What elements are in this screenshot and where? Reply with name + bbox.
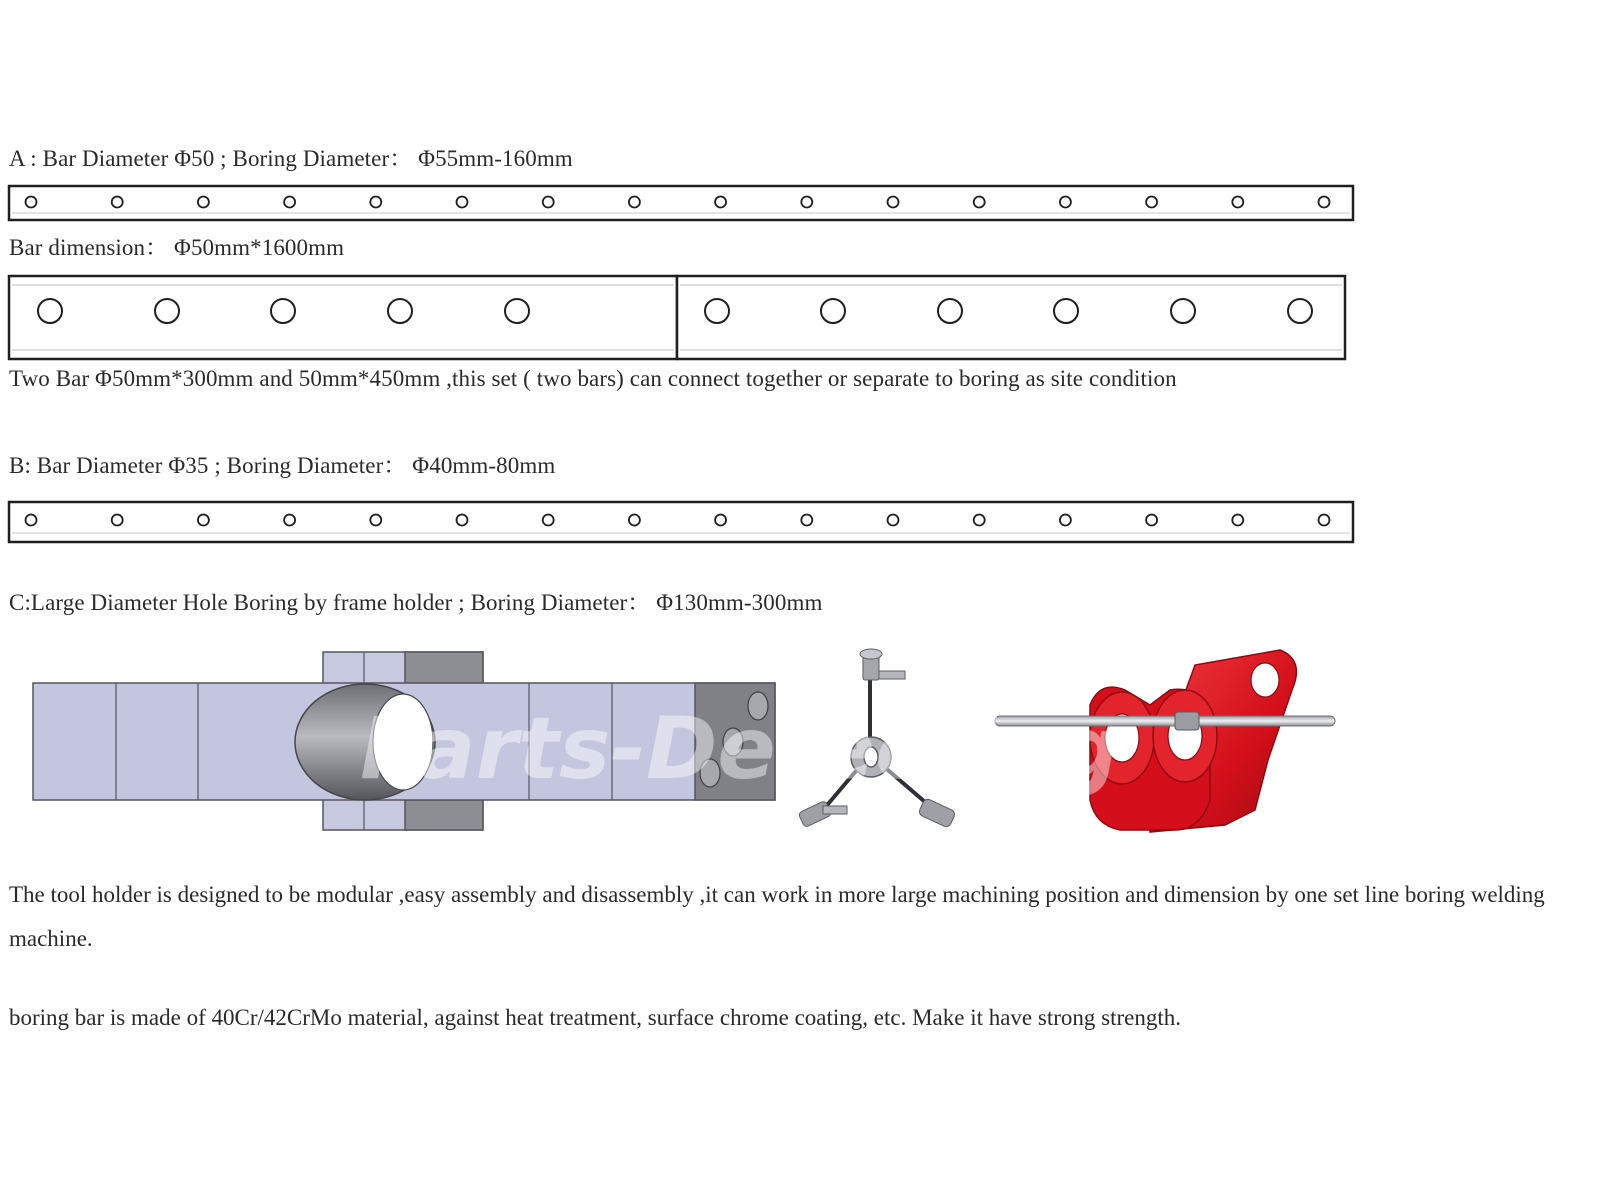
two-bar-drawing: [9, 276, 1345, 359]
bar-hole: [1288, 299, 1312, 323]
bar-hole: [112, 515, 123, 526]
bar-a-drawing: [9, 186, 1353, 220]
bar-hole: [457, 515, 468, 526]
section-b-heading: B: Bar Diameter Φ35 ; Boring Diameter： Φ40mm-80mm: [9, 453, 556, 478]
bar-hole: [112, 197, 123, 208]
section-a-heading: A : Bar Diameter Φ50 ; Boring Diameter： Φ55mm-160mm: [9, 146, 573, 171]
bar-hole: [543, 515, 554, 526]
bar-hole: [801, 197, 812, 208]
bar-hole: [974, 197, 985, 208]
bar-hole: [1060, 197, 1071, 208]
section-c-heading: C:Large Diameter Hole Boring by frame holder ; Boring Diameter： Φ130mm-300mm: [9, 590, 823, 615]
bar-hole: [26, 197, 37, 208]
bar-hole: [821, 299, 845, 323]
bar-hole: [198, 197, 209, 208]
bar-hole: [629, 515, 640, 526]
bar-hole: [457, 197, 468, 208]
bar-hole: [271, 299, 295, 323]
bar-hole: [1319, 515, 1330, 526]
bar-hole: [284, 515, 295, 526]
material-note: boring bar is made of 40Cr/42CrMo material, against heat treatment, surface chrome coating, etc. Make it have strong strength.: [9, 1005, 1181, 1030]
bar-hole: [1060, 515, 1071, 526]
bar-hole: [938, 299, 962, 323]
bar-hole: [1232, 197, 1243, 208]
bar-hole: [888, 515, 899, 526]
two-bar-note: Two Bar Φ50mm*300mm and 50mm*450mm ,this set ( two bars) can connect together or separate to boring as site condition: [9, 366, 1177, 391]
bar-hole: [370, 515, 381, 526]
bar-dimension-label: Bar dimension： Φ50mm*1600mm: [9, 235, 345, 260]
bar-hole: [284, 197, 295, 208]
bar-hole: [388, 299, 412, 323]
bar-hole: [1232, 515, 1243, 526]
bar-hole: [1054, 299, 1078, 323]
bar-hole: [26, 515, 37, 526]
bar-hole: [38, 299, 62, 323]
bar-hole: [505, 299, 529, 323]
bar-hole: [1319, 197, 1330, 208]
watermark: Parts-Detecting: [360, 699, 1120, 799]
bar-hole: [1146, 197, 1157, 208]
bar-hole: [629, 197, 640, 208]
bar-b-drawing: [9, 502, 1353, 542]
bar-hole: [543, 197, 554, 208]
bar-hole: [888, 197, 899, 208]
modular-note: The tool holder is designed to be modular ,easy assembly and disassembly ,it can work in more large machining position and dimension by one set line boring welding machine.: [9, 882, 1545, 951]
bar-hole: [705, 299, 729, 323]
bar-hole: [155, 299, 179, 323]
bar-hole: [1171, 299, 1195, 323]
bar-hole: [715, 197, 726, 208]
bar-hole: [801, 515, 812, 526]
bar-hole: [370, 197, 381, 208]
bar-hole: [715, 515, 726, 526]
bar-hole: [974, 515, 985, 526]
bar-hole: [198, 515, 209, 526]
bar-hole: [1146, 515, 1157, 526]
